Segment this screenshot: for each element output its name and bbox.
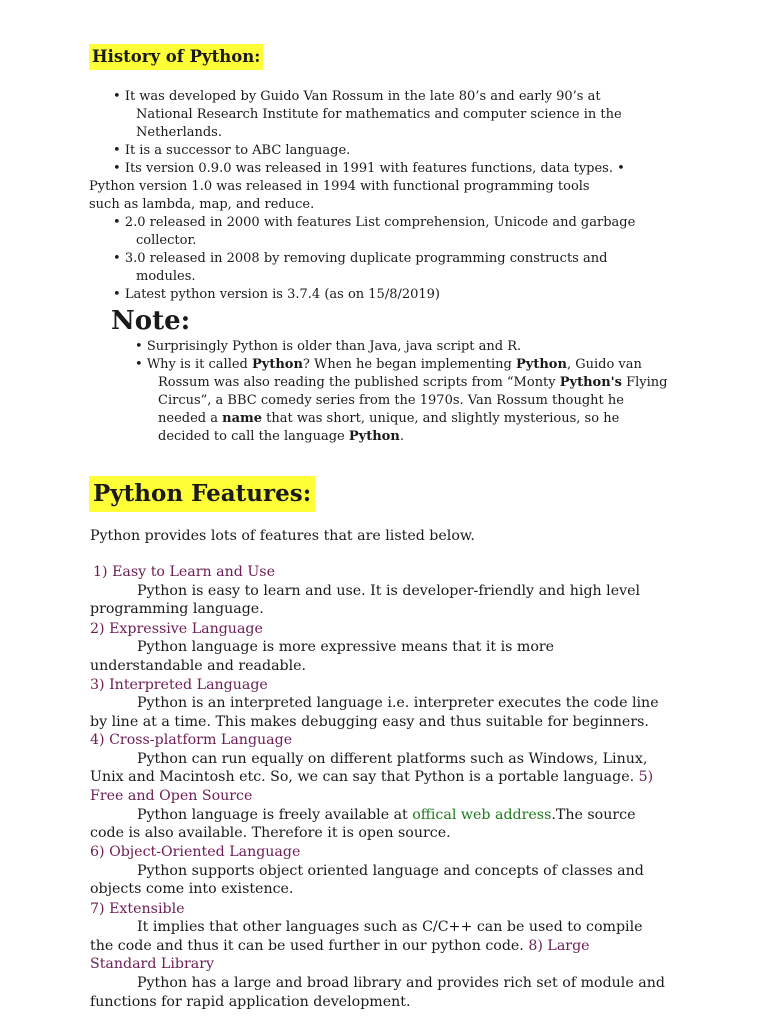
feature-3-line-1: Python is an interpreted language i.e. interpreter executes the code line bbox=[137, 695, 659, 711]
history-bullet-1-line-3: Netherlands. bbox=[136, 125, 222, 140]
bold-pythons: Python's bbox=[559, 375, 622, 390]
bullet-text: It was developed by Guido Van Rossum in the late 80’s and early 90’s at bbox=[124, 89, 601, 104]
bold-name: name bbox=[222, 411, 263, 426]
history-bullet-5-line-1 bbox=[113, 250, 607, 268]
feature-2-heading: 2) Expressive Language bbox=[90, 621, 263, 637]
feature-5-number: 5) bbox=[638, 769, 654, 785]
feature-5-line-2: code is also available. Therefore it is open source. bbox=[90, 825, 451, 841]
feature-8-number: 8) Large bbox=[528, 938, 590, 954]
text-run: .The source bbox=[551, 807, 636, 823]
bullet-glyph: • bbox=[113, 161, 121, 176]
bullet-glyph: • bbox=[113, 251, 121, 266]
feature-1-line-2: programming language. bbox=[90, 601, 264, 617]
feature-4-line-1: Python can run equally on different platforms such as Windows, Linux, bbox=[137, 751, 648, 767]
bold-python: Python bbox=[348, 429, 400, 444]
note-bullet-2-line-4 bbox=[158, 410, 619, 428]
bold-python: Python bbox=[252, 357, 303, 372]
bullet-text: 3.0 released in 2008 by removing duplicate programming constructs and bbox=[124, 251, 608, 266]
feature-2-line-2: understandable and readable. bbox=[90, 658, 307, 674]
text-run: , Guido van bbox=[566, 357, 642, 372]
note-bullet-2-line-1 bbox=[135, 356, 642, 374]
features-intro: Python provides lots of features that are listed below. bbox=[90, 528, 475, 544]
history-bullet-6 bbox=[113, 286, 440, 304]
text-run: ? When he began implementing bbox=[302, 357, 517, 372]
text-run: that was short, unique, and slightly mysterious, so he bbox=[262, 411, 620, 426]
bullet-text: Latest python version is 3.7.4 (as on 15/8/2019) bbox=[124, 287, 441, 302]
history-bullet-2 bbox=[113, 142, 350, 160]
feature-1-heading: 1) Easy to Learn and Use bbox=[93, 564, 275, 580]
bullet-glyph: • bbox=[113, 143, 121, 158]
bold-python: Python bbox=[516, 357, 567, 372]
bullet-glyph: • bbox=[113, 215, 121, 230]
feature-7-line-1: It implies that other languages such as C/C++ can be used to compile bbox=[137, 919, 643, 935]
text-run: . bbox=[399, 429, 404, 444]
bullet-text: Surprisingly Python is older than Java, java script and R. bbox=[146, 339, 522, 354]
note-bullet-2-line-3: Circus”, a BBC comedy series from the 1970s. Van Rossum thought he bbox=[158, 393, 624, 408]
text-run: Why is it called bbox=[146, 357, 252, 372]
bullet-glyph: • bbox=[135, 339, 143, 354]
note-bullet-2-line-2 bbox=[158, 374, 668, 392]
history-bullet-3-line-1 bbox=[113, 160, 625, 178]
text-run: decided to call the language bbox=[158, 429, 349, 444]
text-run: Python language is freely available at bbox=[137, 807, 413, 823]
feature-4-heading: 4) Cross-platform Language bbox=[90, 732, 293, 748]
history-bullet-3-line-3: such as lambda, map, and reduce. bbox=[89, 197, 315, 212]
history-bullet-4-line-1 bbox=[113, 214, 635, 232]
text-run: needed a bbox=[158, 411, 223, 426]
feature-7-heading: 7) Extensible bbox=[90, 901, 185, 917]
feature-5-heading: Free and Open Source bbox=[90, 788, 253, 804]
feature-6-line-1: Python supports object oriented language and concepts of classes and bbox=[137, 863, 644, 879]
feature-1-line-1: Python is easy to learn and use. It is developer-friendly and high level bbox=[137, 583, 641, 599]
note-bullet-2-line-5 bbox=[158, 428, 404, 446]
feature-3-heading: 3) Interpreted Language bbox=[90, 677, 268, 693]
feature-8-heading: Standard Library bbox=[90, 956, 215, 972]
feature-6-line-2: objects come into existence. bbox=[90, 881, 294, 897]
text-run: Flying bbox=[621, 375, 668, 390]
history-bullet-1-line-2: National Research Institute for mathematics and computer science in the bbox=[136, 107, 622, 122]
feature-4-line-2 bbox=[90, 768, 653, 787]
bullet-glyph: • bbox=[113, 287, 121, 302]
bullet-text: 2.0 released in 2000 with features List comprehension, Unicode and garbage bbox=[124, 215, 636, 230]
feature-2-line-1: Python language is more expressive means that it is more bbox=[137, 639, 555, 655]
feature-6-heading: 6) Object-Oriented Language bbox=[90, 844, 301, 860]
feature-8-line-1: Python has a large and broad library and provides rich set of module and bbox=[137, 975, 665, 991]
text-run: the code and thus it can be used further in our python code. bbox=[90, 938, 529, 954]
bullet-glyph: • bbox=[113, 89, 121, 104]
text-run: Rossum was also reading the published scripts from “Monty bbox=[158, 375, 560, 390]
feature-7-line-2 bbox=[90, 937, 590, 956]
note-heading: Note: bbox=[111, 306, 191, 336]
history-bullet-5-line-2: modules. bbox=[136, 269, 196, 284]
text-run: Unix and Macintosh etc. So, we can say that Python is a portable language. bbox=[90, 769, 639, 785]
bullet-glyph: • bbox=[135, 357, 143, 372]
official-web-address-link[interactable]: offical web address bbox=[412, 807, 552, 823]
history-heading: History of Python: bbox=[89, 44, 263, 70]
feature-3-line-2: by line at a time. This makes debugging easy and thus suitable for beginners. bbox=[90, 714, 649, 730]
bullet-text: It is a successor to ABC language. bbox=[124, 143, 351, 158]
feature-5-line-1 bbox=[137, 806, 635, 825]
history-bullet-3-line-2: Python version 1.0 was released in 1994 with functional programming tools bbox=[89, 179, 590, 194]
history-bullet-1-line-1 bbox=[113, 88, 601, 106]
bullet-text: Its version 0.9.0 was released in 1991 with features functions, data types. • bbox=[124, 161, 625, 176]
note-bullet-1 bbox=[135, 338, 521, 356]
history-bullet-4-line-2: collector. bbox=[136, 233, 197, 248]
feature-8-line-2: functions for rapid application development. bbox=[90, 994, 411, 1010]
features-heading: Python Features: bbox=[89, 476, 315, 512]
